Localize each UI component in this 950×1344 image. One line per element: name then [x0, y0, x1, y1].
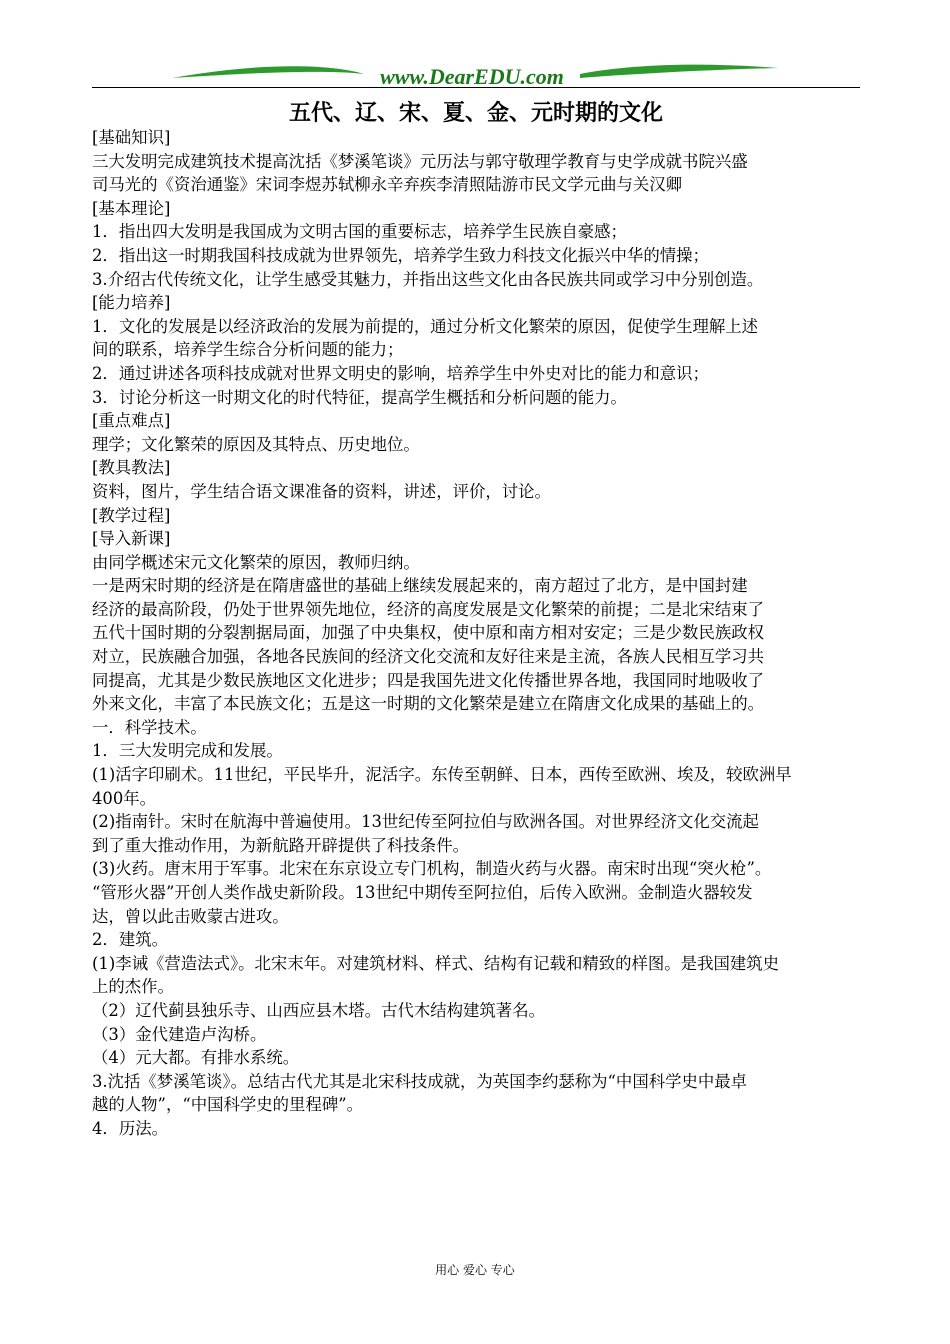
text-line: 五代十国时期的分裂割据局面，加强了中央集权，使中原和南方相对安定；三是少数民族政权	[92, 623, 765, 643]
text-line: 2．指出这一时期我国科技成就为世界领先，培养学生致力科技文化振兴中华的情操；	[92, 245, 709, 265]
text-line: “管形火器”开创人类作战史新阶段。13世纪中期传至阿拉伯，后传入欧洲。金制造火器较发	[92, 883, 753, 902]
text-line: (1)李诫《营造法式》。北宋末年。对建筑材料、样式、结构有记载和精致的样图。是我国建筑史	[92, 953, 780, 973]
header-divider	[92, 87, 860, 88]
text-line: 达，曾以此击败蒙古进攻。	[92, 906, 289, 926]
text-line: 到了重大推动作用，为新航路开辟提供了科技条件。	[92, 835, 469, 855]
text-line: 上的杰作。	[92, 977, 174, 997]
text-line: (1)活字印刷术。11世纪，平民毕升，泥活字。东传至朝鲜、日本，西传至欧洲、埃及，较欧洲早	[92, 765, 792, 785]
text-line: 2．建筑。	[92, 930, 168, 950]
document-title: 五代、辽、宋、夏、金、元时期的文化	[288, 100, 663, 126]
text-line: [导入新课]	[92, 529, 171, 549]
text-line: [基本理论]	[92, 198, 171, 218]
text-line: 一是两宋时期的经济是在隋唐盛世的基础上继续发展起来的，南方超过了北方，是中国封建	[92, 576, 748, 596]
text-line: 4．历法。	[92, 1118, 168, 1138]
text-line: 间的联系，培养学生综合分析问题的能力；	[92, 340, 404, 360]
brand-logo-text: www.DearEDU.com	[380, 64, 564, 89]
text-line: 一．科学技术。	[92, 717, 207, 737]
text-line: 越的人物”，“中国科学史的里程碑”。	[92, 1095, 363, 1115]
text-line: 3.介绍古代传统文化，让学生感受其魅力，并指出这些文化由各民族共同或学习中分别创造。	[92, 269, 764, 289]
text-line: 3.沈括《梦溪笔谈》。总结古代尤其是北宋科技成就，为英国李约瑟称为“中国科学史中最卓	[92, 1071, 748, 1091]
text-line: 400年。	[92, 788, 157, 808]
text-line: [能力培养]	[92, 293, 171, 313]
text-line: (3)火药。唐末用于军事。北宋在东京设立专门机构，制造火药与火器。南宋时出现“突火枪”。	[92, 859, 772, 879]
text-line: 对立，民族融合加强，各地各民族间的经济文化交流和友好往来是主流，各族人民相互学习共	[92, 647, 765, 667]
text-line: 理学；文化繁荣的原因及其特点、历史地位。	[92, 434, 420, 454]
text-line: 1．文化的发展是以经济政治的发展为前提的，通过分析文化繁荣的原因，促使学生理解上述	[92, 316, 759, 336]
text-line: （3）金代建造卢沟桥。	[92, 1024, 267, 1044]
text-line: 由同学概述宋元文化繁荣的原因，教师归纳。	[92, 552, 420, 572]
text-line: 经济的最高阶段，仍处于世界领先地位，经济的高度发展是文化繁荣的前提；二是北宋结束了	[92, 599, 765, 619]
text-line: [重点难点]	[92, 411, 171, 431]
text-line: 1．三大发明完成和发展。	[92, 741, 283, 761]
document-body	[92, 126, 864, 1141]
text-line: 三大发明完成建筑技术提高沈括《梦溪笔谈》元历法与郭守敬理学教育与史学成就书院兴盛	[92, 151, 748, 171]
text-line: (2)指南针。宋时在航海中普遍使用。13世纪传至阿拉伯与欧洲各国。对世界经济文化交流起	[92, 812, 759, 832]
text-line: [教学过程]	[92, 505, 171, 525]
text-line: 司马光的《资治通鉴》宋词李煜苏轼柳永辛弃疾李清照陆游市民文学元曲与关汉卿	[92, 175, 683, 195]
text-line: [基础知识]	[92, 128, 171, 147]
text-line: 外来文化，丰富了本民族文化；五是这一时期的文化繁荣是建立在隋唐文化成果的基础上的。	[92, 694, 765, 714]
text-line: [教具教法]	[92, 458, 171, 478]
text-line: （4）元大都。有排水系统。	[92, 1048, 300, 1068]
text-line: （2）辽代蓟县独乐寺、山西应县木塔。古代木结构建筑著名。	[92, 1000, 545, 1020]
text-line: 1．指出四大发明是我国成为文明古国的重要标志，培养学生民族自豪感；	[92, 222, 627, 242]
page-footer: 用心 爱心 专心	[435, 1263, 515, 1277]
text-line: 3．讨论分析这一时期文化的时代特征，提高学生概括和分析问题的能力。	[92, 387, 627, 407]
text-line: 2．通过讲述各项科技成就对世界文明史的影响，培养学生中外史对比的能力和意识；	[92, 363, 709, 383]
text-line: 资料，图片，学生结合语文课准备的资料，讲述，评价，讨论。	[92, 481, 551, 501]
text-line: 同提高，尤其是少数民族地区文化进步；四是我国先进文化传播世界各地，我国同时地吸收了	[92, 670, 765, 690]
